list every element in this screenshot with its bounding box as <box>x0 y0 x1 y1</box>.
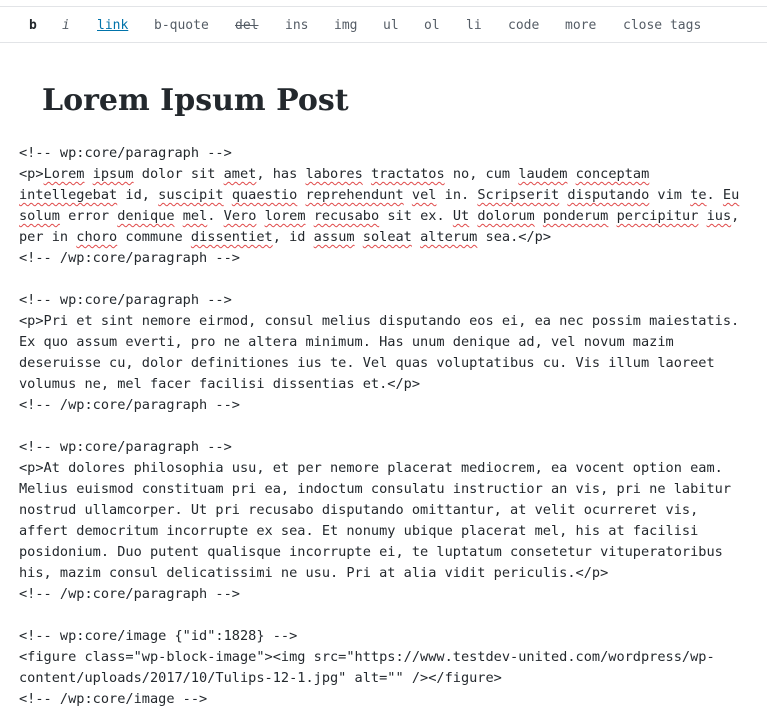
code-text: <p> <box>19 166 44 182</box>
code-text: no, cum <box>444 166 519 182</box>
misspelled-word: dissentiet <box>190 229 273 245</box>
code-text: content/uploads/2017/10/Tulips-12-1.jpg" alt="" /></figure> <box>19 670 502 686</box>
code-line <box>19 332 767 353</box>
code-text <box>84 166 92 182</box>
code-text: , has <box>256 166 306 182</box>
img-button[interactable]: img <box>334 18 358 33</box>
code-text: dolor sit <box>133 166 224 182</box>
code-text: . <box>207 208 224 224</box>
code-text: posidonium. Duo putent qualisque incorrupte ei, te luptatum consetetur vituperatoribus <box>19 544 723 560</box>
code-text: commune <box>117 229 191 245</box>
quicktags-toolbar <box>0 7 767 43</box>
misspelled-word: reprehendunt <box>305 187 404 203</box>
code-line <box>19 626 767 647</box>
code-text: <!-- /wp:core/paragraph --> <box>19 586 240 602</box>
code-text: affert democritum incorrupte ex sea. Et nonumy ubique placerat mel, his at facilisi <box>19 523 699 539</box>
post-title[interactable]: Lorem Ipsum Post <box>42 83 349 118</box>
code-text: id, <box>117 187 159 203</box>
code-text <box>608 208 616 224</box>
code-text: <!-- wp:core/paragraph --> <box>19 292 232 308</box>
code-line <box>19 647 767 668</box>
code-text <box>567 166 575 182</box>
code-text: <!-- /wp:core/paragraph --> <box>19 397 240 413</box>
code-text: <p>At dolores philosophia usu, et per nemore placerat mediocrem, ea vocent option eam. <box>19 460 723 476</box>
code-line <box>19 248 767 269</box>
close-tags-button[interactable]: close tags <box>623 18 702 33</box>
code-text <box>306 208 314 224</box>
misspelled-word: Vero <box>223 208 257 224</box>
misspelled-word: assum <box>313 229 355 245</box>
misspelled-word: intellegebat <box>19 187 118 203</box>
code-line <box>19 227 767 248</box>
code-line <box>19 458 767 479</box>
code-text: in. <box>436 187 478 203</box>
code-line <box>19 542 767 563</box>
misspelled-word: recusabo <box>313 208 380 224</box>
code-text: <!-- /wp:core/image --> <box>19 691 208 707</box>
ol-button[interactable]: ol <box>424 18 440 33</box>
misspelled-word: disputando <box>567 187 650 203</box>
misspelled-word: suscipit <box>158 187 224 203</box>
code-text: volumus ne, mel facer facilisi dissentias et.</p> <box>19 376 421 392</box>
ins-button[interactable]: ins <box>285 18 309 33</box>
misspelled-word: Ut <box>452 208 470 224</box>
misspelled-word: conceptam <box>575 166 650 182</box>
code-text <box>698 208 706 224</box>
li-button[interactable]: li <box>466 18 482 33</box>
code-text <box>256 208 264 224</box>
misspelled-word: te <box>690 187 707 203</box>
code-text: sit ex. <box>379 208 453 224</box>
code-text: error <box>59 208 118 224</box>
code-line <box>19 374 767 395</box>
code-text: his, mazim consul delicatissimi ne usu. Pri at alia vidit periculis.</p> <box>19 565 609 581</box>
code-text: <!-- wp:core/image {"id":1828} --> <box>19 628 298 644</box>
code-line <box>19 395 767 416</box>
code-text: , id <box>272 229 314 245</box>
misspelled-word: soleat <box>362 229 412 245</box>
misspelled-word: Lorem <box>43 166 85 182</box>
code-line <box>19 290 767 311</box>
misspelled-word: choro <box>76 229 118 245</box>
code-text <box>363 166 371 182</box>
code-text <box>412 229 420 245</box>
misspelled-word: labores <box>305 166 363 182</box>
code-line <box>19 353 767 374</box>
misspelled-word: solum <box>19 208 60 224</box>
misspelled-word: ponderum <box>542 208 609 224</box>
code-line <box>19 143 767 164</box>
code-text: <!-- wp:core/paragraph --> <box>19 439 232 455</box>
code-line <box>19 521 767 542</box>
ul-button[interactable]: ul <box>383 18 399 33</box>
code-text <box>175 208 183 224</box>
code-text: , <box>731 208 740 224</box>
code-line <box>19 416 767 437</box>
misspelled-word: ipsum <box>92 166 134 182</box>
code-line <box>19 584 767 605</box>
code-line <box>19 311 767 332</box>
misspelled-word: quaestio <box>231 187 298 203</box>
code-line <box>19 668 767 689</box>
misspelled-word: tractatos <box>370 166 445 182</box>
code-line <box>19 437 767 458</box>
code-text: <p>Pri et sint nemore eirmod, consul melius disputando eos ei, ea nec possim maiestatis. <box>19 313 740 329</box>
code-text: deseruisse cu, dolor definitiones ius te. Vel quas voluptatibus cu. Vis illum laoreet <box>19 355 715 371</box>
link-button[interactable]: link <box>97 18 129 33</box>
code-text: vim <box>649 187 691 203</box>
code-line <box>19 500 767 521</box>
code-line <box>19 563 767 584</box>
del-button[interactable]: del <box>235 18 259 33</box>
italic-button[interactable]: i <box>62 18 70 33</box>
blockquote-button[interactable]: b-quote <box>154 18 209 33</box>
code-text <box>535 208 543 224</box>
misspelled-word: Eu <box>722 187 740 203</box>
code-button[interactable]: code <box>508 18 540 33</box>
code-text <box>355 229 363 245</box>
misspelled-word: percipitur <box>616 208 699 224</box>
code-line <box>19 269 767 290</box>
misspelled-word: ius <box>706 208 732 224</box>
code-line <box>19 206 767 227</box>
code-line <box>19 185 767 206</box>
misspelled-word: Scripserit <box>477 187 560 203</box>
misspelled-word: alterum <box>420 229 478 245</box>
misspelled-word: amet <box>223 166 257 182</box>
code-text: sea.</p> <box>477 229 552 245</box>
code-text: <!-- /wp:core/paragraph --> <box>19 250 240 266</box>
code-text: nostrud ullamcorper. Ut pri recusabo disputando omittantur, at velit ocurreret vis, <box>19 502 699 518</box>
code-text: <figure class="wp-block-image"><img src="https://www.testdev-united.com/wordpress/wp- <box>19 649 715 665</box>
code-editor[interactable] <box>19 143 767 710</box>
more-button[interactable]: more <box>565 18 597 33</box>
misspelled-word: lorem <box>264 208 306 224</box>
code-text <box>224 187 232 203</box>
code-text: . <box>706 187 723 203</box>
code-text: Ex quo assum everti, pro ne altera minimum. Has unum denique ad, vel novum mazim <box>19 334 674 350</box>
misspelled-word: dolorum <box>477 208 535 224</box>
misspelled-word: mel <box>182 208 208 224</box>
code-text: per in <box>19 229 77 245</box>
bold-button[interactable]: b <box>29 18 37 33</box>
code-line <box>19 479 767 500</box>
misspelled-word: denique <box>117 208 175 224</box>
code-text <box>404 187 412 203</box>
code-text: <!-- wp:core/paragraph --> <box>19 145 232 161</box>
code-line <box>19 164 767 185</box>
misspelled-word: vel <box>411 187 437 203</box>
misspelled-word: laudem <box>518 166 568 182</box>
code-line <box>19 605 767 626</box>
code-line <box>19 689 767 710</box>
code-text: Melius euismod constituam pri ea, indoctum consulatu instructior an vis, pri ne labitur <box>19 481 732 497</box>
